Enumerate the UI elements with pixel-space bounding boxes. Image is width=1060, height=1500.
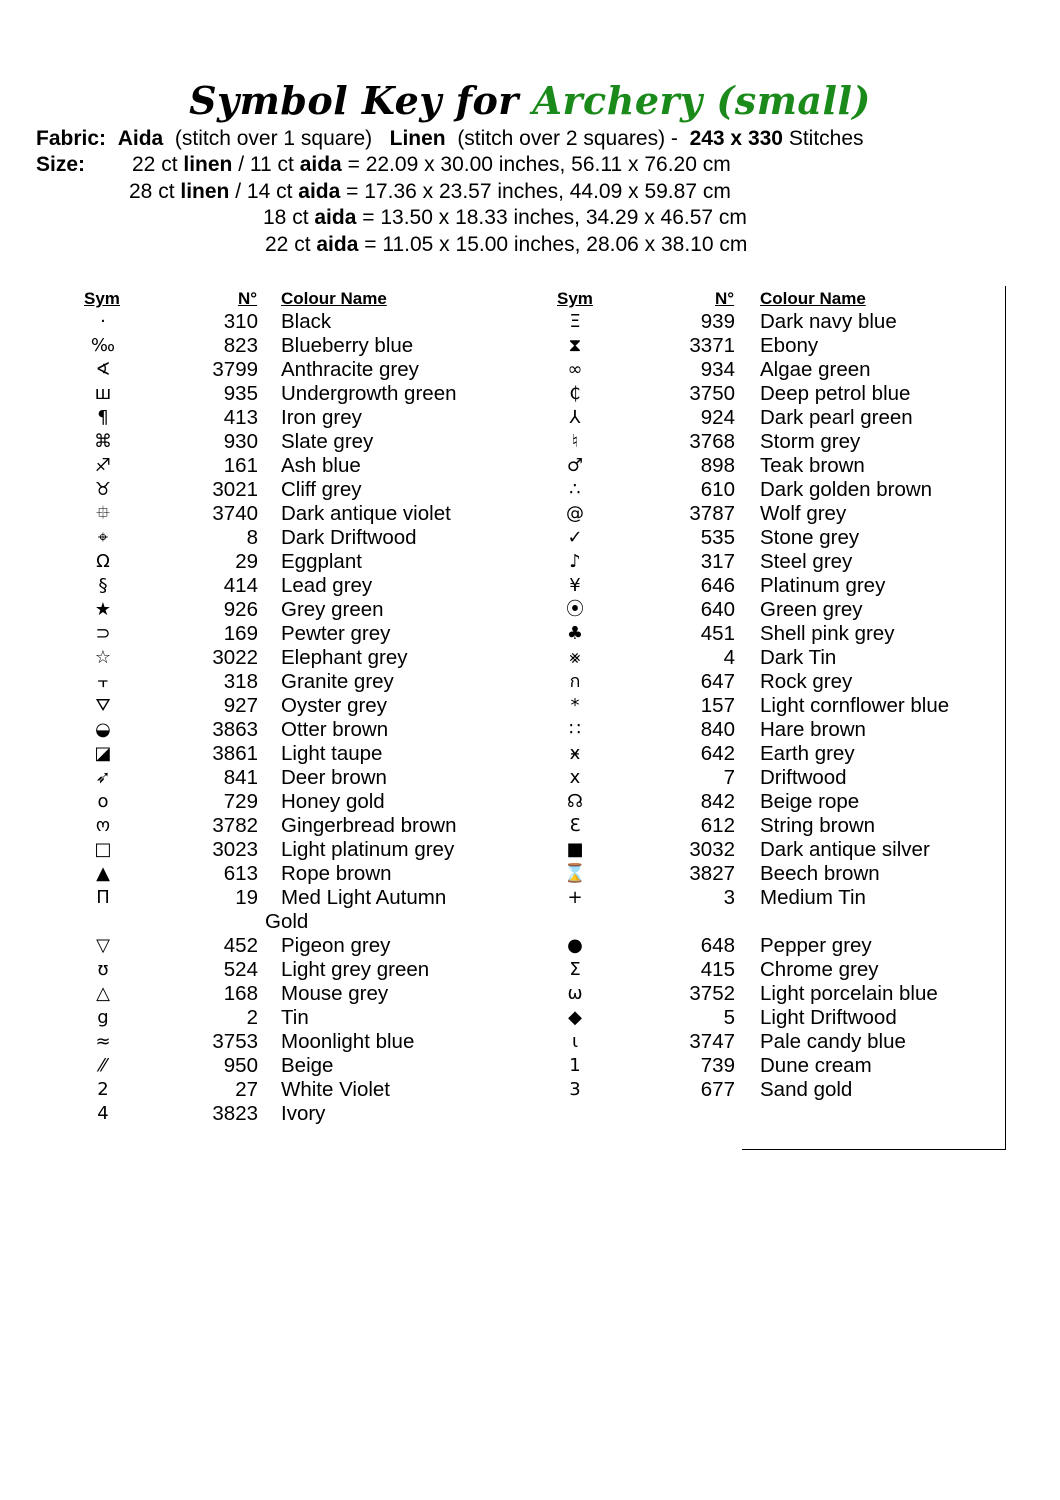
table-row bbox=[0, 502, 1000, 526]
thread-number: 168 bbox=[223, 982, 258, 1005]
stitch-symbol-icon: ◆ bbox=[568, 1007, 582, 1028]
stitch-symbol-icon: ⊃ bbox=[95, 623, 111, 644]
stitch-symbol-icon: + bbox=[567, 887, 583, 908]
size-post: = 22.09 x 30.00 inches, 56.11 x 76.20 cm bbox=[347, 153, 731, 176]
stitch-symbol-icon: ♮ bbox=[571, 431, 579, 452]
stitch-symbol-icon: ♐ bbox=[94, 455, 112, 476]
colour-name: Rope brown bbox=[281, 862, 392, 885]
thread-number: 3823 bbox=[212, 1102, 258, 1125]
stitch-symbol-icon: ‰ bbox=[90, 335, 116, 356]
colour-name: Dark golden brown bbox=[760, 478, 933, 501]
stitch-symbol-icon: ☆ bbox=[94, 647, 112, 668]
size-post: = 13.50 x 18.33 inches, 34.29 x 46.57 cm bbox=[362, 206, 747, 229]
colour-name: Light cornflower blue bbox=[760, 694, 950, 717]
size-line-1 bbox=[132, 152, 731, 178]
stitch-symbol-icon: ◪ bbox=[94, 743, 112, 764]
thread-number: 414 bbox=[223, 574, 258, 597]
stitch-symbol-icon: ⦿ bbox=[566, 599, 584, 620]
colour-name: Ebony bbox=[760, 334, 819, 357]
fabric-line bbox=[36, 126, 864, 152]
stitch-symbol-icon: ო bbox=[95, 815, 111, 836]
stitch-symbol-icon: ★ bbox=[94, 599, 112, 620]
size-b1: aida bbox=[316, 233, 359, 256]
table-row bbox=[0, 838, 1000, 862]
colour-name: Light porcelain blue bbox=[760, 982, 938, 1005]
left-num-header: N° bbox=[238, 289, 258, 308]
colour-name: Sand gold bbox=[760, 1078, 853, 1101]
thread-number: 3371 bbox=[689, 334, 735, 357]
size-post: = 17.36 x 23.57 inches, 44.09 x 59.87 cm bbox=[346, 180, 731, 203]
stitch-symbol-icon: △ bbox=[96, 983, 110, 1004]
stitch-symbol-icon: ● bbox=[567, 935, 583, 956]
thread-number: 29 bbox=[235, 550, 258, 573]
thread-number: 413 bbox=[223, 406, 258, 429]
stitch-symbol-icon: Ɛ bbox=[569, 815, 581, 836]
colour-name: Beech brown bbox=[760, 862, 880, 885]
thread-number: 161 bbox=[223, 454, 258, 477]
colour-name: Earth grey bbox=[760, 742, 855, 765]
table-row bbox=[0, 622, 1000, 646]
size-line-3 bbox=[263, 205, 747, 231]
colour-name: Dark Tin bbox=[760, 646, 837, 669]
colour-name: Dark pearl green bbox=[760, 406, 913, 429]
stitch-symbol-icon: * bbox=[570, 695, 580, 716]
colour-name: Green grey bbox=[760, 598, 863, 621]
table-row bbox=[0, 814, 1000, 838]
colour-name: Ash blue bbox=[281, 454, 361, 477]
colour-name: Light Driftwood bbox=[760, 1006, 897, 1029]
colour-name: Tin bbox=[281, 1006, 309, 1029]
table-row bbox=[0, 934, 1000, 958]
colour-name: Beige rope bbox=[760, 790, 860, 813]
colour-name: Teak brown bbox=[760, 454, 865, 477]
title-prefix: Symbol Key for bbox=[189, 78, 519, 123]
thread-number: 610 bbox=[700, 478, 735, 501]
stitch-symbol-icon: ♂ bbox=[566, 455, 584, 476]
thread-number: 524 bbox=[223, 958, 258, 981]
thread-number: 3799 bbox=[212, 358, 258, 381]
table-row bbox=[0, 478, 1000, 502]
colour-name: Elephant grey bbox=[281, 646, 408, 669]
thread-number: 157 bbox=[700, 694, 735, 717]
table-row bbox=[0, 358, 1000, 382]
size-b2: aida bbox=[299, 153, 342, 176]
stitch-symbol-icon: Σ bbox=[569, 959, 581, 980]
stitch-symbol-icon: 4 bbox=[97, 1103, 109, 1124]
table-row bbox=[0, 598, 1000, 622]
thread-number: 3768 bbox=[689, 430, 735, 453]
thread-number: 939 bbox=[700, 310, 735, 333]
thread-number: 452 bbox=[223, 934, 258, 957]
colour-name: Cliff grey bbox=[281, 478, 362, 501]
stitch-symbol-icon: ➶ bbox=[95, 767, 111, 788]
stitch-symbol-icon: ✓ bbox=[567, 527, 583, 548]
thread-number: 27 bbox=[235, 1078, 258, 1101]
colour-name-continued: Gold bbox=[265, 910, 309, 933]
colour-name: Beige bbox=[281, 1054, 334, 1077]
table-row bbox=[0, 310, 1000, 334]
colour-name: Driftwood bbox=[760, 766, 847, 789]
thread-number: 451 bbox=[700, 622, 735, 645]
thread-number: 3021 bbox=[212, 478, 258, 501]
thread-number: 2 bbox=[246, 1006, 258, 1029]
stitch-symbol-icon: ⌛ bbox=[563, 863, 587, 884]
thread-number: 3 bbox=[723, 886, 735, 909]
thread-number: 7 bbox=[723, 766, 735, 789]
thread-number: 415 bbox=[700, 958, 735, 981]
colour-name: Pewter grey bbox=[281, 622, 391, 645]
stitch-symbol-icon: Ξ bbox=[569, 311, 581, 332]
thread-number: 3747 bbox=[689, 1030, 735, 1053]
colour-name: Blueberry blue bbox=[281, 334, 414, 357]
size-mid: / 11 ct bbox=[238, 153, 294, 176]
table-row bbox=[0, 454, 1000, 478]
colour-name: Pigeon grey bbox=[281, 934, 391, 957]
size-b1: aida bbox=[314, 206, 357, 229]
thread-number: 640 bbox=[700, 598, 735, 621]
table-row bbox=[0, 382, 1000, 406]
table-row bbox=[0, 1030, 1000, 1054]
table-row bbox=[0, 718, 1000, 742]
table-right-border bbox=[1005, 286, 1006, 1150]
stitch-symbol-icon: ☊ bbox=[567, 791, 583, 812]
colour-name: Ivory bbox=[281, 1102, 326, 1125]
thread-number: 823 bbox=[223, 334, 258, 357]
thread-number: 926 bbox=[223, 598, 258, 621]
thread-number: 3827 bbox=[689, 862, 735, 885]
colour-name: Undergrowth green bbox=[281, 382, 457, 405]
thread-number: 930 bbox=[223, 430, 258, 453]
table-row bbox=[0, 670, 1000, 694]
colour-name: Iron grey bbox=[281, 406, 362, 429]
thread-number: 739 bbox=[700, 1054, 735, 1077]
size-pre: 22 ct bbox=[265, 233, 311, 256]
colour-name: Gingerbread brown bbox=[281, 814, 457, 837]
stitch-symbol-icon: ш bbox=[94, 383, 112, 404]
thread-number: 3753 bbox=[212, 1030, 258, 1053]
colour-name: Wolf grey bbox=[760, 502, 847, 525]
colour-name: Black bbox=[281, 310, 332, 333]
table-row bbox=[0, 862, 1000, 886]
table-row bbox=[0, 1054, 1000, 1078]
fabric-linen-note: (stitch over 2 squares) - bbox=[457, 127, 678, 150]
stitch-symbol-icon: ¶ bbox=[97, 407, 109, 428]
stitch-symbol-icon: ⌖ bbox=[97, 527, 109, 548]
colour-name: Honey gold bbox=[281, 790, 385, 813]
colour-name: Dune cream bbox=[760, 1054, 872, 1077]
size-label bbox=[36, 152, 85, 178]
colour-name: Pepper grey bbox=[760, 934, 872, 957]
colour-name: Med Light Autumn bbox=[281, 886, 447, 909]
size-label-text: Size: bbox=[36, 153, 86, 176]
size-b1: linen bbox=[180, 180, 230, 203]
colour-name: Chrome grey bbox=[760, 958, 879, 981]
colour-name: Platinum grey bbox=[760, 574, 886, 597]
thread-number: 647 bbox=[700, 670, 735, 693]
table-row bbox=[0, 766, 1000, 790]
thread-number: 934 bbox=[700, 358, 735, 381]
table-row bbox=[0, 790, 1000, 814]
colour-name: Storm grey bbox=[760, 430, 861, 453]
right-sym-header: Sym bbox=[557, 289, 593, 308]
stitch-symbol-icon: Ω bbox=[96, 551, 110, 572]
size-mid: / 14 ct bbox=[235, 180, 293, 203]
stitch-symbol-icon: 3 bbox=[569, 1079, 581, 1100]
colour-name: String brown bbox=[760, 814, 876, 837]
thread-number: 3023 bbox=[212, 838, 258, 861]
stitch-symbol-icon: ♉ bbox=[94, 479, 112, 500]
thread-number: 3782 bbox=[212, 814, 258, 837]
fabric-label: Fabric: bbox=[36, 127, 107, 150]
table-row bbox=[0, 1006, 1000, 1030]
stitch-symbol-icon: @ bbox=[566, 503, 584, 524]
thread-number: 8 bbox=[246, 526, 258, 549]
table-row bbox=[0, 742, 1000, 766]
right-num-header: N° bbox=[715, 289, 735, 308]
colour-name: White Violet bbox=[281, 1078, 391, 1101]
stitch-symbol-icon: ⧗ bbox=[568, 335, 582, 356]
page-title bbox=[0, 78, 1060, 123]
table-row bbox=[0, 886, 1000, 910]
stitches-word: Stitches bbox=[788, 127, 864, 150]
size-b1: linen bbox=[183, 153, 233, 176]
stitch-symbol-icon: ⯐ bbox=[96, 503, 110, 524]
table-bottom-border bbox=[742, 1149, 1006, 1150]
stitch-symbol-icon: ⅄ bbox=[569, 407, 581, 428]
colour-name: Light taupe bbox=[281, 742, 383, 765]
stitch-symbol-icon: ʊ bbox=[97, 959, 109, 980]
stitch-symbol-icon: x bbox=[569, 767, 581, 788]
thread-number: 3861 bbox=[212, 742, 258, 765]
table-row bbox=[0, 1102, 1000, 1126]
thread-number: 3863 bbox=[212, 718, 258, 741]
stitch-symbol-icon: ⁄⁄ bbox=[99, 1055, 106, 1076]
thread-number: 927 bbox=[223, 694, 258, 717]
thread-number: 169 bbox=[223, 622, 258, 645]
stitch-symbol-icon: ω bbox=[567, 983, 583, 1004]
colour-name: Mouse grey bbox=[281, 982, 389, 1005]
thread-number: 318 bbox=[223, 670, 258, 693]
colour-name: Granite grey bbox=[281, 670, 394, 693]
thread-number: 642 bbox=[700, 742, 735, 765]
table-row bbox=[0, 406, 1000, 430]
table-row bbox=[0, 574, 1000, 598]
table-row bbox=[0, 694, 1000, 718]
size-pre: 18 ct bbox=[263, 206, 309, 229]
colour-name: Deep petrol blue bbox=[760, 382, 911, 405]
thread-number: 3022 bbox=[212, 646, 258, 669]
stitch-symbol-icon: ◒ bbox=[95, 719, 111, 740]
stitch-symbol-icon: ∞ bbox=[567, 359, 583, 380]
thread-number: 613 bbox=[223, 862, 258, 885]
stitch-symbol-icon: · bbox=[100, 311, 106, 332]
size-b2: aida bbox=[298, 180, 341, 203]
thread-number: 5 bbox=[723, 1006, 735, 1029]
thread-number: 3752 bbox=[689, 982, 735, 1005]
colour-name: Dark antique violet bbox=[281, 502, 451, 525]
colour-name: Slate grey bbox=[281, 430, 374, 453]
left-sym-header: Sym bbox=[84, 289, 120, 308]
table-row-continuation bbox=[0, 910, 1000, 934]
colour-name: Algae green bbox=[760, 358, 871, 381]
title-pattern-name: Archery (small) bbox=[532, 78, 871, 123]
colour-name: Otter brown bbox=[281, 718, 389, 741]
size-post: = 11.05 x 15.00 inches, 28.06 x 38.10 cm bbox=[364, 233, 748, 256]
stitch-symbol-icon: ■ bbox=[566, 839, 584, 860]
stitch-symbol-icon: ∷ bbox=[569, 719, 581, 740]
colour-name: Dark navy blue bbox=[760, 310, 897, 333]
colour-name: Light platinum grey bbox=[281, 838, 455, 861]
thread-number: 310 bbox=[223, 310, 258, 333]
colour-name: Rock grey bbox=[760, 670, 853, 693]
thread-number: 3032 bbox=[689, 838, 735, 861]
thread-number: 924 bbox=[700, 406, 735, 429]
thread-number: 840 bbox=[700, 718, 735, 741]
colour-name: Oyster grey bbox=[281, 694, 387, 717]
thread-number: 3787 bbox=[689, 502, 735, 525]
colour-name: Stone grey bbox=[760, 526, 860, 549]
thread-number: 648 bbox=[700, 934, 735, 957]
stitch-symbol-icon: ♣ bbox=[566, 623, 584, 644]
thread-number: 3740 bbox=[212, 502, 258, 525]
thread-number: 4 bbox=[723, 646, 735, 669]
thread-number: 646 bbox=[700, 574, 735, 597]
fabric-linen: Linen bbox=[389, 127, 446, 150]
fabric-aida-note: (stitch over 1 square) bbox=[174, 127, 373, 150]
thread-number: 729 bbox=[223, 790, 258, 813]
colour-name: Steel grey bbox=[760, 550, 853, 573]
thread-number: 535 bbox=[700, 526, 735, 549]
stitch-symbol-icon: 1 bbox=[569, 1055, 581, 1076]
colour-name: Deer brown bbox=[281, 766, 387, 789]
colour-name: Anthracite grey bbox=[281, 358, 419, 381]
stitch-symbol-icon: ¥ bbox=[569, 575, 581, 596]
table-row bbox=[0, 526, 1000, 550]
thread-number: 3750 bbox=[689, 382, 735, 405]
colour-name: Lead grey bbox=[281, 574, 373, 597]
right-name-header: Colour Name bbox=[760, 289, 866, 308]
colour-name: Dark Driftwood bbox=[281, 526, 417, 549]
table-row bbox=[0, 646, 1000, 670]
thread-number: 19 bbox=[235, 886, 258, 909]
stitch-symbol-icon: 2 bbox=[97, 1079, 109, 1100]
thread-number: 935 bbox=[223, 382, 258, 405]
size-pre: 28 ct bbox=[129, 180, 175, 203]
table-row bbox=[0, 430, 1000, 454]
size-line-2 bbox=[129, 179, 731, 205]
stitch-symbol-icon: ⛛ bbox=[95, 695, 111, 716]
colour-name: Pale candy blue bbox=[760, 1030, 906, 1053]
stitch-symbol-icon: g bbox=[97, 1007, 109, 1028]
thread-number: 317 bbox=[700, 550, 735, 573]
left-name-header: Colour Name bbox=[281, 289, 387, 308]
thread-number: 898 bbox=[700, 454, 735, 477]
size-line-4 bbox=[265, 232, 747, 258]
colour-name: Grey green bbox=[281, 598, 384, 621]
stitch-count: 243 x 330 bbox=[689, 127, 783, 150]
stitch-symbol-icon: □ bbox=[94, 839, 112, 860]
stitch-symbol-icon: ɩ bbox=[571, 1031, 579, 1052]
colour-name: Light grey green bbox=[281, 958, 430, 981]
table-row bbox=[0, 982, 1000, 1006]
table-row bbox=[0, 334, 1000, 358]
table-row bbox=[0, 550, 1000, 574]
thread-number: 950 bbox=[223, 1054, 258, 1077]
stitch-symbol-icon: ₵ bbox=[569, 383, 581, 404]
stitch-symbol-icon: ♪ bbox=[569, 551, 581, 572]
thread-number: 677 bbox=[700, 1078, 735, 1101]
stitch-symbol-icon: Π bbox=[96, 887, 110, 908]
thread-number: 841 bbox=[223, 766, 258, 789]
fabric-aida: Aida bbox=[117, 127, 164, 150]
stitch-symbol-icon: ▽ bbox=[96, 935, 110, 956]
stitch-symbol-icon: § bbox=[98, 575, 108, 596]
colour-name: Eggplant bbox=[281, 550, 362, 573]
colour-name: Medium Tin bbox=[760, 886, 866, 909]
stitch-symbol-icon: ⨳ bbox=[569, 647, 581, 668]
stitch-symbol-icon: ก bbox=[569, 671, 581, 692]
colour-name: Dark antique silver bbox=[760, 838, 930, 861]
stitch-symbol-icon: ≈ bbox=[95, 1031, 111, 1052]
colour-name: Hare brown bbox=[760, 718, 866, 741]
colour-name: Moonlight blue bbox=[281, 1030, 415, 1053]
stitch-symbol-icon: ӿ bbox=[569, 743, 581, 764]
colour-name: Shell pink grey bbox=[760, 622, 895, 645]
thread-number: 842 bbox=[700, 790, 735, 813]
stitch-symbol-icon: ∢ bbox=[95, 359, 111, 380]
stitch-symbol-icon: ⫟ bbox=[97, 671, 109, 692]
stitch-symbol-icon: ⌘ bbox=[94, 431, 112, 452]
table-row bbox=[0, 1078, 1000, 1102]
size-pre: 22 ct bbox=[132, 153, 178, 176]
stitch-symbol-icon: ▲ bbox=[96, 863, 110, 884]
stitch-symbol-icon: ∴ bbox=[569, 479, 581, 500]
thread-number: 612 bbox=[700, 814, 735, 837]
table-row bbox=[0, 958, 1000, 982]
stitch-symbol-icon: o bbox=[97, 791, 109, 812]
